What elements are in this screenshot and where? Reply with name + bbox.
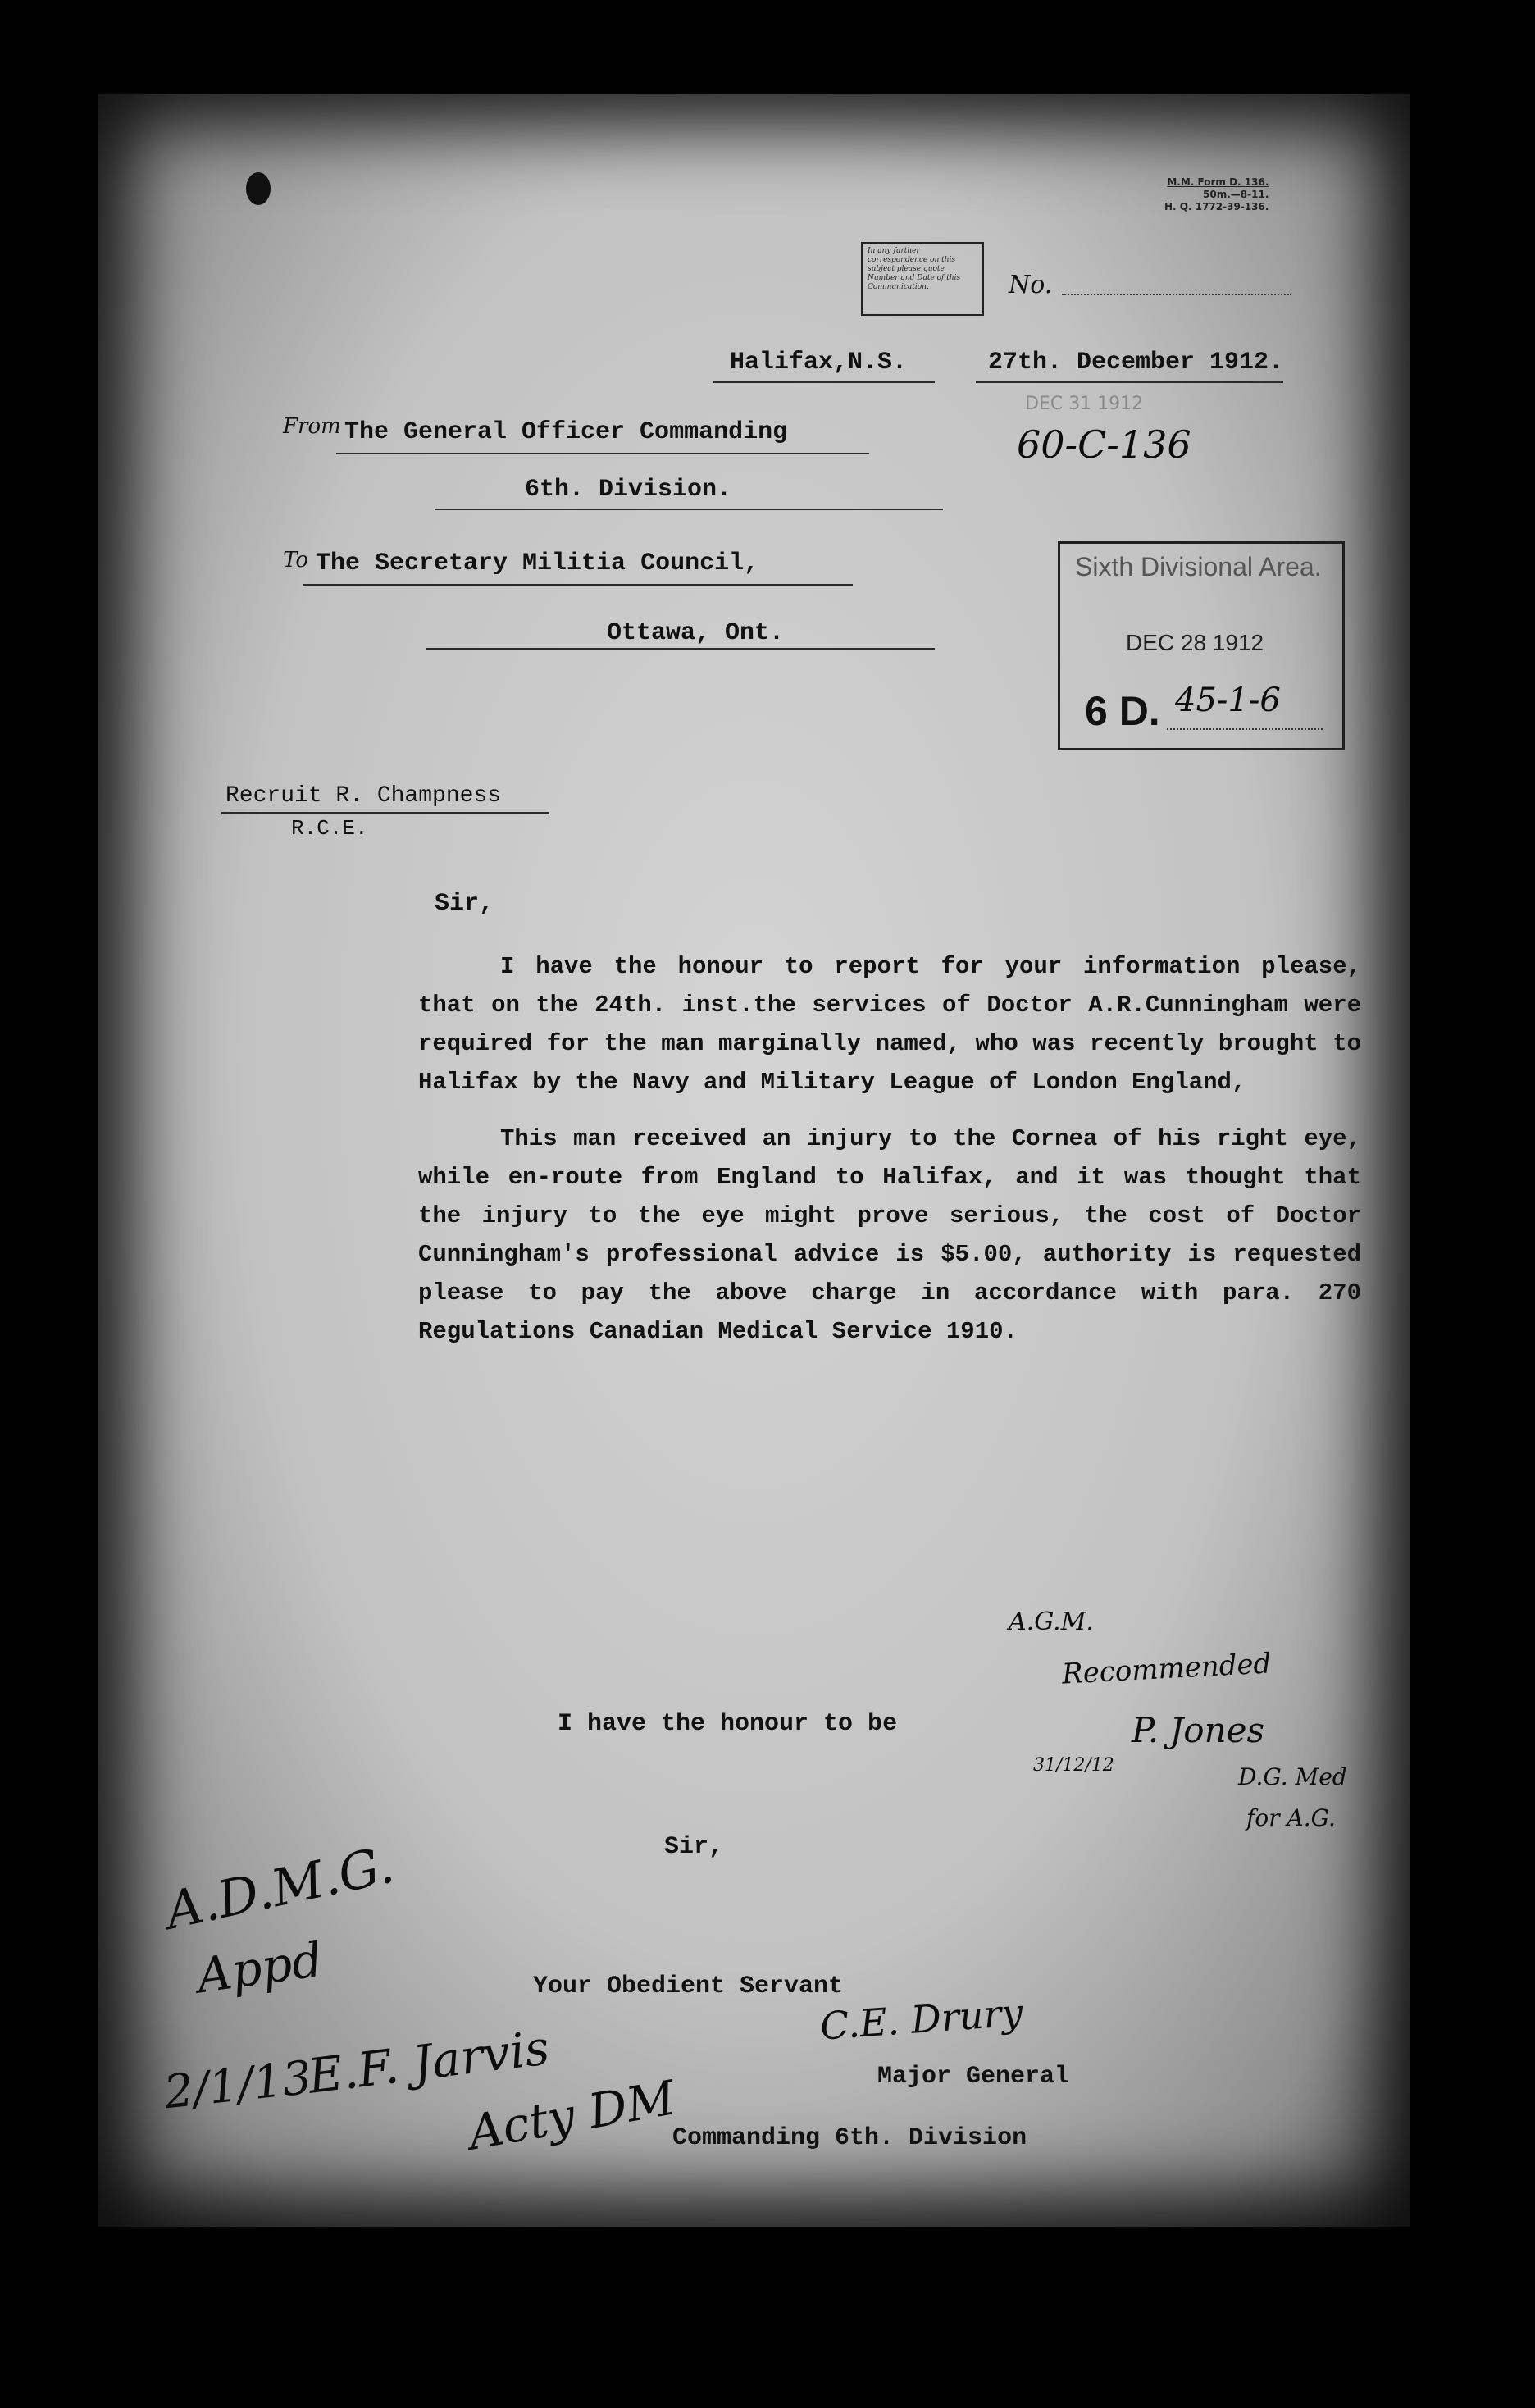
from-label: From	[283, 414, 341, 439]
letter-body	[418, 947, 1361, 1369]
margin-note-2: Appd	[194, 1931, 326, 2004]
margin-note-1: A.D.M.G.	[160, 1834, 399, 1941]
from-rule2	[435, 509, 943, 510]
margin-note-5: Acty DM	[464, 2069, 680, 2161]
form-ref-line1: M.M. Form D. 136.	[1167, 176, 1269, 188]
from-rule1	[336, 453, 869, 454]
subject-rule	[221, 812, 549, 814]
annotation-signer-title2: for A.G.	[1246, 1804, 1336, 1831]
signature-title: Major General	[877, 2063, 1070, 2091]
salutation: Sir,	[435, 890, 494, 918]
to-line1: The Secretary Militia Council,	[316, 550, 759, 577]
document-page	[98, 94, 1410, 2227]
place: Halifax,N.S.	[730, 349, 908, 376]
file-number: 60-C-136	[1017, 422, 1191, 467]
closing-line1: I have the honour to be	[558, 1710, 898, 1738]
paragraph-2: This man received an injury to the Cornea of his right eye, while en-route from England to Halifax, and it was thought that the injury to the eye might prove serious, the cost of Doctor Cunningham's professional advice is $5.00, authority is requested please to pay the above charge in accordance with para. 270 Regulations Canadian Medical Service 1910.	[418, 1125, 1361, 1345]
annotation-signer: P. Jones	[1132, 1710, 1265, 1750]
form-reference	[1164, 176, 1269, 213]
date-rule	[976, 381, 1283, 383]
number-label: No.	[1009, 271, 1053, 299]
form-ref-line3: H. Q. 1772-39-136.	[1164, 201, 1269, 212]
to-line2: Ottawa, Ont.	[607, 619, 785, 647]
stamp-rule	[1167, 728, 1323, 730]
to-label: To	[283, 548, 308, 572]
stamp-date: DEC 28 1912	[1126, 630, 1264, 655]
stamp-prefix: 6 D.	[1085, 688, 1160, 734]
closing-line3: Your Obedient Servant	[533, 1972, 844, 2000]
annotation-initials: A.G.M.	[1009, 1608, 1094, 1636]
form-ref-line2: 50m.—8-11.	[1203, 189, 1269, 200]
margin-note-3: 2/1/13	[162, 2050, 315, 2120]
subject-line2: R.C.E.	[291, 816, 368, 841]
number-rule	[1062, 294, 1291, 295]
closing-line2: Sir,	[664, 1833, 724, 1861]
from-line1: The General Officer Commanding	[344, 418, 788, 446]
signature-command: Commanding 6th. Division	[672, 2124, 1027, 2152]
divisional-area-stamp	[1058, 541, 1345, 750]
place-rule	[713, 381, 935, 383]
date: 27th. December 1912.	[988, 349, 1284, 376]
margin-note-4: E.F. Jarvis	[304, 2019, 553, 2105]
punch-hole	[246, 172, 271, 205]
from-line2: 6th. Division.	[525, 476, 732, 504]
stamp-number: 45-1-6	[1175, 682, 1281, 719]
to-rule2	[426, 648, 935, 650]
major-general-signature: C.E. Drury	[818, 1990, 1025, 2049]
stamp-title: Sixth Divisional Area.	[1075, 552, 1322, 581]
paragraph-1: I have the honour to report for your information please, that on the 24th. inst.the services of Doctor A.R.Cunningham were required for the man marginally named, who was recently brought to Halifax by the Navy and Military League of London England,	[418, 953, 1361, 1096]
annotation-date: 31/12/12	[1033, 1755, 1114, 1776]
to-rule1	[303, 584, 853, 586]
annotation-recommended: Recommended	[1061, 1647, 1273, 1691]
annotation-signer-title1: D.G. Med	[1238, 1763, 1347, 1790]
subject-line1: Recruit R. Champness	[225, 783, 502, 809]
correspondence-note-text: In any further correspondence on this subject please quote Number and Date of this Communication.	[868, 247, 961, 291]
correspondence-note-box	[861, 242, 984, 316]
received-stamp: DEC 31 1912	[1025, 394, 1144, 414]
